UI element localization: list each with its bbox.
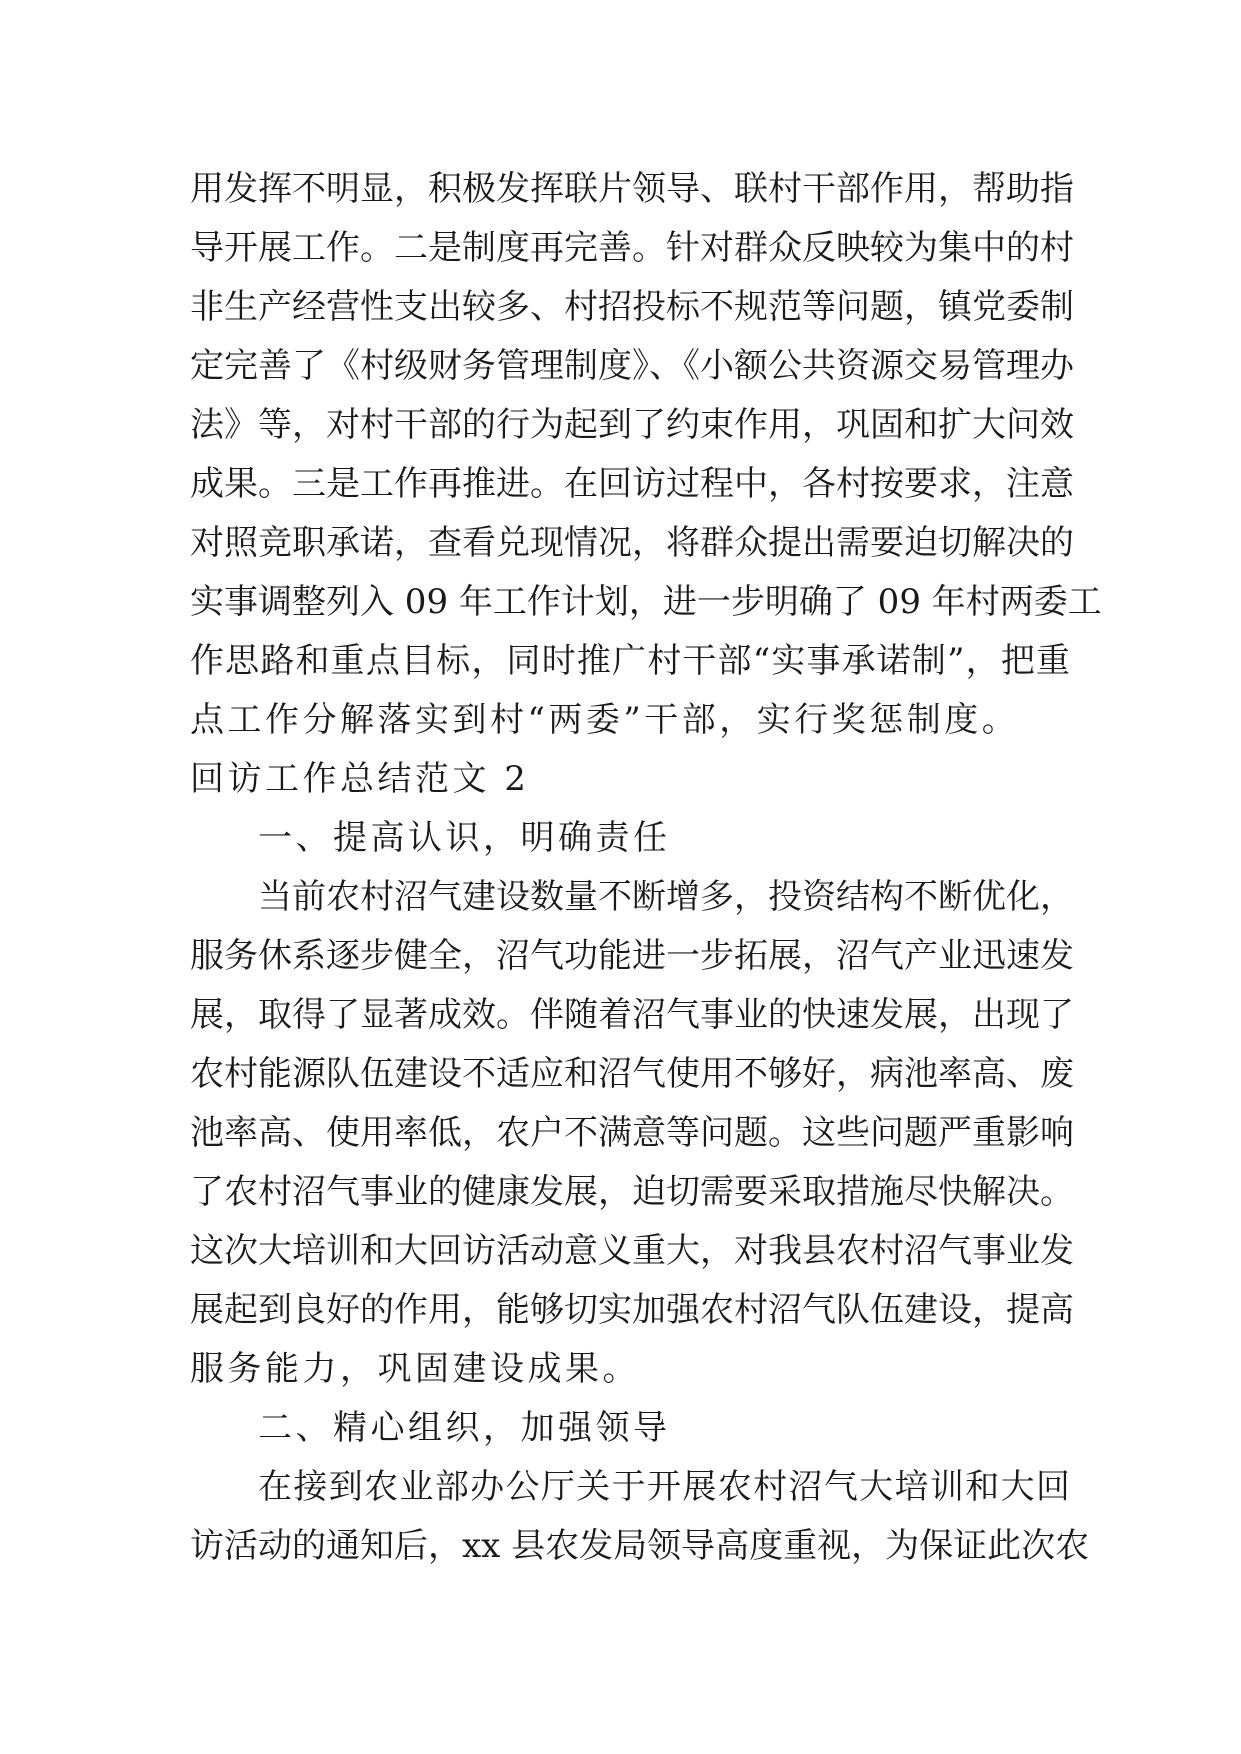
text-line: 展，取得了显著成效。伴随着沼气事业的快速发展，出现了 bbox=[190, 995, 1074, 1035]
text-line: 一、提高认识，明确责任 bbox=[258, 818, 671, 858]
text-line: 非生产经营性支出较多、村招投标不规范等问题，镇党委制 bbox=[190, 287, 1074, 327]
text-line: 在接到农业部办公厅关于开展农村沼气大培训和大回 bbox=[258, 1467, 1070, 1507]
text-line: 池率高、使用率低，农户不满意等问题。这些问题严重影响 bbox=[190, 1113, 1074, 1153]
text-line: 了农村沼气事业的健康发展，迫切需要采取措施尽快解决。 bbox=[190, 1172, 1074, 1212]
text-line: 这次大培训和大回访活动意义重大，对我县农村沼气事业发 bbox=[190, 1231, 1074, 1271]
text-line: 当前农村沼气建设数量不断增多，投资结构不断优化， bbox=[258, 877, 1074, 917]
text-line: 作思路和重点目标，同时推广村干部“实事承诺制”，把重 bbox=[190, 641, 1070, 681]
text-line: 回访工作总结范文 2 bbox=[190, 759, 530, 799]
text-line: 成果。三是工作再推进。在回访过程中，各村按要求，注意 bbox=[190, 464, 1074, 504]
text-line: 实事调整列入 09 年工作计划，进一步明确了 09 年村两委工 bbox=[190, 582, 1102, 622]
text-line: 展起到良好的作用，能够切实加强农村沼气队伍建设，提高 bbox=[190, 1290, 1074, 1330]
text-line: 二、精心组织，加强领导 bbox=[258, 1408, 671, 1448]
text-line: 服务能力，巩固建设成果。 bbox=[190, 1349, 640, 1389]
text-line: 定完善了《村级财务管理制度》、《小额公共资源交易管理办 bbox=[190, 346, 1074, 386]
text-line: 法》等，对村干部的行为起到了约束作用，巩固和扩大问效 bbox=[190, 405, 1074, 445]
text-line: 用发挥不明显，积极发挥联片领导、联村干部作用，帮助指 bbox=[190, 169, 1074, 209]
text-line: 服务休系逐步健全，沼气功能进一步拓展，沼气产业迅速发 bbox=[190, 936, 1074, 976]
document-body bbox=[190, 160, 1102, 1576]
text-line: 对照竞职承诺，查看兑现情况，将群众提出需要迫切解决的 bbox=[190, 523, 1074, 563]
text-line: 农村能源队伍建设不适应和沼气使用不够好，病池率高、废 bbox=[190, 1054, 1074, 1094]
text-line: 点工作分解落实到村“两委”干部，实行奖惩制度。 bbox=[190, 700, 1020, 740]
text-line: 导开展工作。二是制度再完善。针对群众反映较为集中的村 bbox=[190, 228, 1074, 268]
text-line: 访活动的通知后，xx 县农发局领导高度重视，为保证此次农 bbox=[190, 1526, 1090, 1566]
